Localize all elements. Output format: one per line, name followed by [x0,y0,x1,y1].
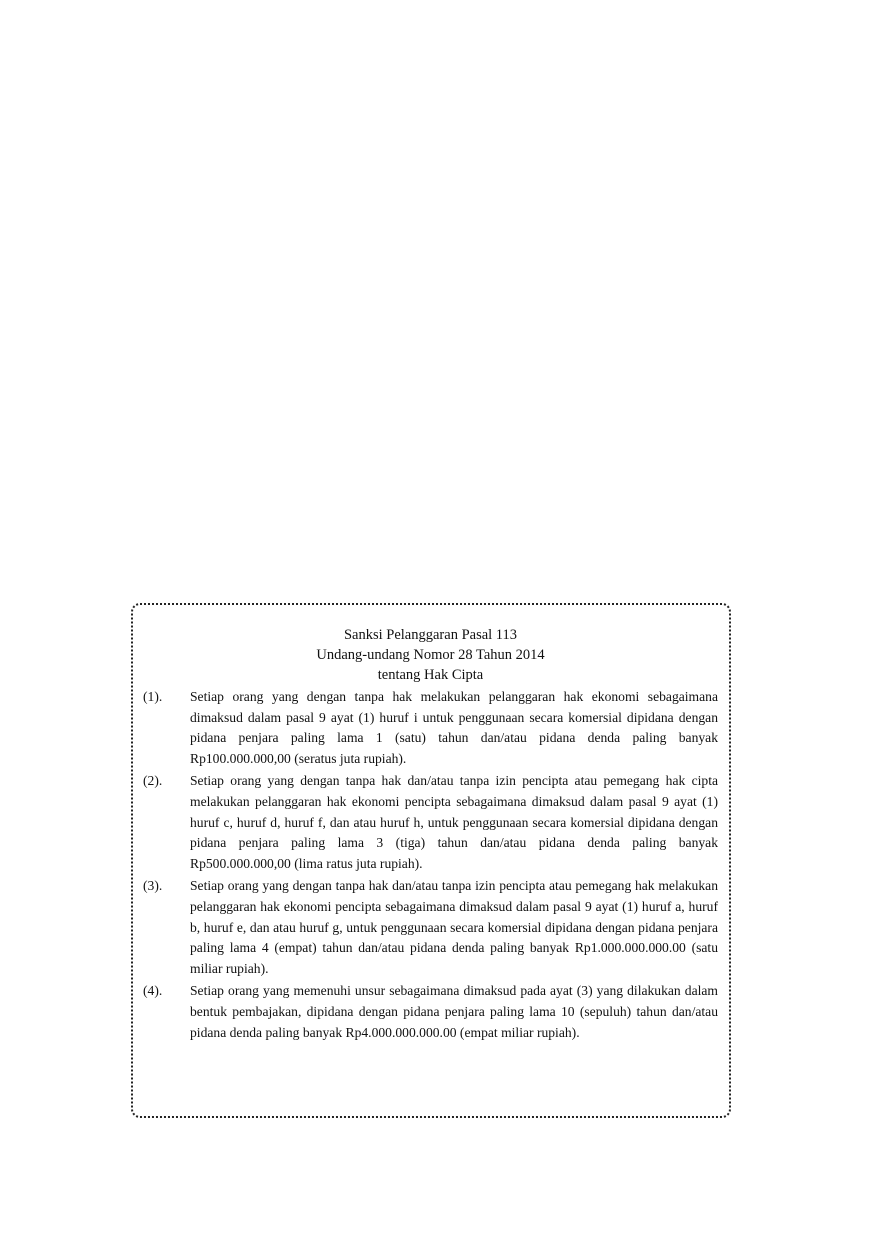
clause-number: (4). [143,983,163,999]
heading-law-number: Undang-undang Nomor 28 Tahun 2014 [316,647,545,663]
clause-number: (3). [143,878,163,894]
clause-text: Setiap orang yang dengan tanpa hak dan/atau tanpa izin pencipta atau pemegang hak cipta melakukan pelanggaran hak ekonomi pencipta sebagaimana dimaksud dalam pasal 9 ayat (1) huruf c, huruf d, huruf f, dan atau huruf h, untuk penggunaan secara komersial dipidana dengan pidana penjara paling lama 3 (tiga) tahun dan/atau pidana denda paling banyak Rp500.000.000,00 (lima ratus juta rupiah). [190,773,718,871]
clause-list [143,687,718,1043]
clause-2 [143,771,718,874]
sanction-notice-box [131,603,731,1118]
notice-heading [143,625,718,685]
clause-4 [143,981,718,1043]
clause-1 [143,687,718,769]
clause-text: Setiap orang yang dengan tanpa hak dan/atau tanpa izin pencipta atau pemegang hak melakukan pelanggaran hak ekonomi pencipta sebagaimana dimaksud dalam pasal 9 ayat (1) huruf a, huruf b, huruf e, dan atau huruf g, untuk penggunaan secara komersial dipidana dengan pidana penjara paling lama 4 (empat) tahun dan/atau pidana denda paling banyak Rp1.000.000.000.00 (satu miliar rupiah). [190,878,718,976]
heading-subject: tentang Hak Cipta [377,667,484,683]
clause-number: (1). [143,689,163,704]
heading-title: Sanksi Pelanggaran Pasal 113 [343,627,518,643]
clause-text: Setiap orang yang memenuhi unsur sebagaimana dimaksud pada ayat (3) yang dilakukan dalam bentuk pembajakan, dipidana dengan pidana penjara paling lama 10 (sepuluh) tahun dan/atau pidana denda paling banyak Rp4.000.000.000.00 (empat miliar rupiah). [190,983,718,1040]
clause-text: Setiap orang yang dengan tanpa hak melakukan pelanggaran hak ekonomi sebagaimana dimaksud dalam pasal 9 ayat (1) huruf i untuk penggunaan secara komersial dipidana dengan pidana penjara paling lama 1 (satu) tahun dan/atau pidana denda paling banyak Rp100.000.000,00 (seratus juta rupiah). [190,689,718,766]
clause-3 [143,876,718,979]
clause-number: (2). [143,773,163,789]
